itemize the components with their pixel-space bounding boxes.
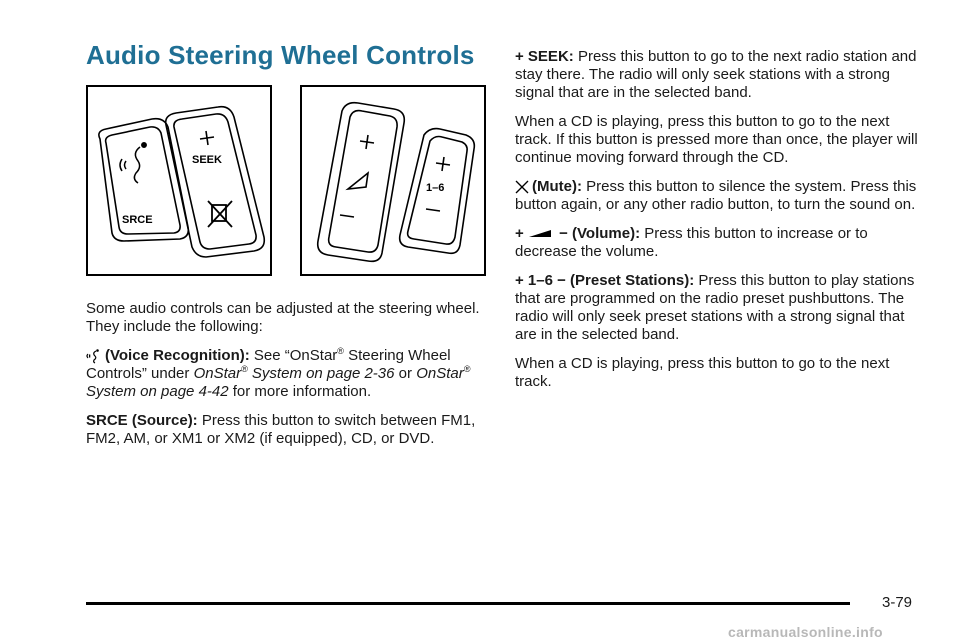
onstar-link-1-page: System on page 2-36 [247,365,395,382]
voice-recognition-paragraph [86,347,482,401]
right-button-pad [302,87,484,274]
volume-paragraph [515,225,930,261]
onstar-link-2-page: System on page 4-42 [86,383,229,400]
seek-term: + SEEK: [515,48,574,65]
volume-icon [528,229,552,239]
voice-text-1: See “OnStar [253,347,338,364]
plus-icon [200,131,214,145]
left-button-pad [88,87,270,274]
footer-rule [86,602,850,605]
mute-icon [515,180,529,194]
preset-term: + 1–6 − (Preset Stations): [515,272,695,289]
intro-paragraph: Some audio controls can be adjusted at the steering wheel. They include the following: [86,300,480,335]
mute-term: (Mute): [532,178,582,195]
volume-term: − (Volume): [554,225,641,242]
volume-icon [348,173,368,189]
volume-plus: + [515,225,524,242]
seek-paragraph [515,48,930,102]
page-title: Audio Steering Wheel Controls [86,40,475,70]
seek-text: Press this button to go to the next radio station and stay there. The radio will only seek stations with a strong signal that are in the selected band. [515,48,917,101]
seek-label: SEEK [192,154,222,166]
srce-paragraph [86,412,482,448]
steering-controls-right-illustration [300,85,486,276]
srce-label: SRCE [122,214,153,226]
volume-text: Press this button to increase or to decrease the volume. [515,225,868,260]
voice-text-2: Steering Wheel Controls” under [86,347,451,382]
watermark: carmanualsonline.info [728,624,883,640]
registered-mark: ® [463,364,471,374]
voice-recognition-term: (Voice Recognition): [105,347,250,364]
left-text-column [86,300,482,459]
voice-recognition-icon [120,143,146,183]
registered-mark: ® [337,346,344,356]
plus-icon [360,135,450,171]
preset-label: 1–6 [426,182,445,194]
srce-text: Press this button to switch between FM1, FM2, AM, or XM1 or XM2 (if equipped), CD, or DVD. [86,412,476,447]
steering-controls-left-illustration [86,85,272,276]
mute-icon [208,201,232,227]
preset-paragraph [515,272,930,344]
seek-cd-paragraph: When a CD is playing, press this button to go to the next track. If this button is pressed more than once, the player will continue moving forward through the CD. [515,113,918,166]
onstar-link-1-name: OnStar [193,365,242,382]
page-number: 3-79 [882,594,913,611]
srce-term: SRCE (Source): [86,412,198,429]
right-text-column [515,48,930,402]
registered-mark: ® [241,364,248,374]
onstar-link-1[interactable] [194,365,395,382]
voice-recognition-icon [86,348,102,364]
preset-cd-paragraph: When a CD is playing, press this button to go to the next track. [515,355,890,390]
voice-text-end: for more information. [228,383,372,400]
preset-text: Press this button to play stations that are programmed on the radio preset pushbuttons. The radio will only seek preset stations with a strong signal that are in the selected band. [515,272,915,343]
voice-text-or: or [394,365,417,382]
mute-paragraph [515,178,930,214]
onstar-link-2-name: OnStar [416,365,464,382]
mute-text: Press this button to silence the system. Press this button again, or any other radio button, to turn the sound on. [515,178,917,213]
